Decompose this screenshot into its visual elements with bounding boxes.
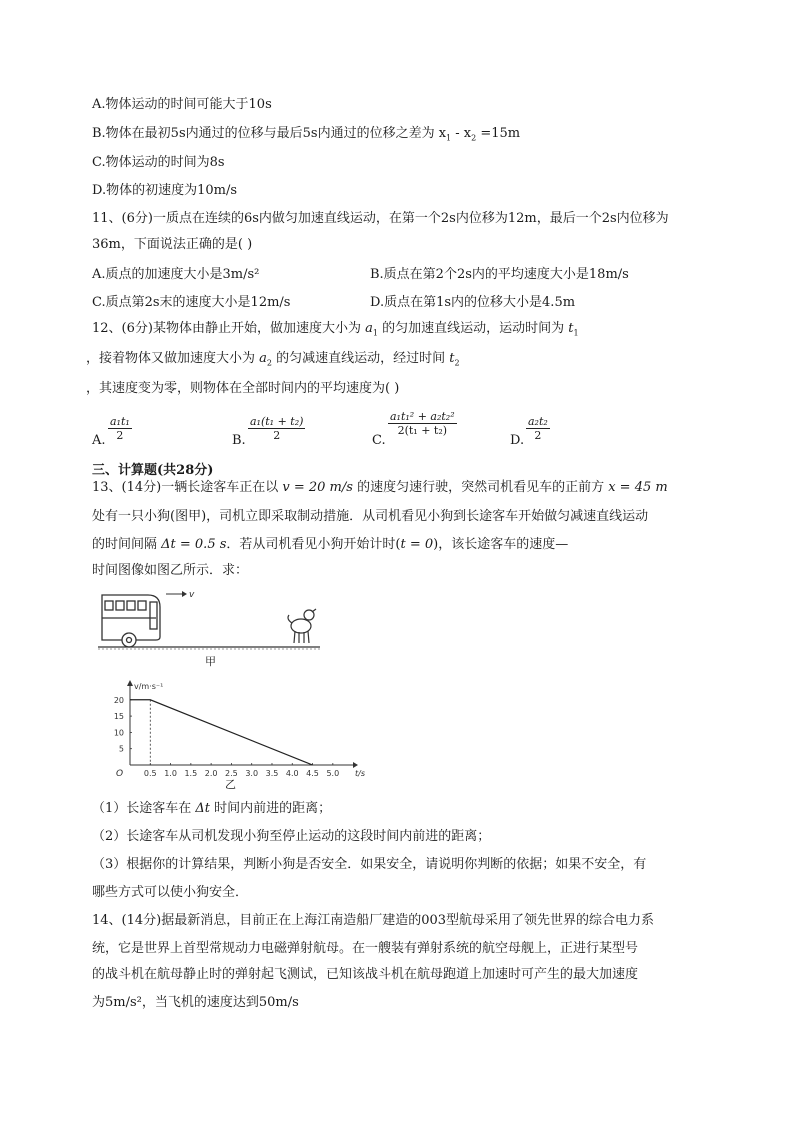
- q12-option-d-label: D.: [510, 433, 525, 448]
- q10-option-c: C.物体运动的时间为8s: [92, 155, 225, 170]
- q13-subquestion-1: （1）长途客车在 Δt 时间内前进的距离；: [92, 801, 332, 816]
- x-tick-label: 2.0: [204, 769, 218, 778]
- vt-chart: [96, 678, 365, 788]
- q14-stem-line1: 14、(14分)据最新消息，目前正在上海江南造船厂建造的003型航母采用了领先世界的综合电力系: [92, 913, 655, 928]
- q11-option-c: C.质点第2s末的速度大小是12m/s: [92, 295, 291, 310]
- y-tick-label: 5: [118, 744, 124, 754]
- q13-subquestion-2: （2）长途客车从司机发现小狗至停止运动的这段时间内前进的距离；: [92, 829, 491, 844]
- bus-illustration: [102, 595, 160, 647]
- q11-stem-line1: 11、(6分)一质点在连续的6s内做匀加速直线运动，在第一个2s内位移为12m，最后一个2s内位移为: [92, 211, 669, 226]
- q13-stem-line1: 13、(14分)一辆长途客车正在以 v = 20 m/s 的速度匀速行驶，突然司机看见车的正前方 x = 45 m: [92, 480, 668, 495]
- y-axis-arrow: [127, 680, 133, 686]
- q14-stem-line3: 的战斗机在航母静止时的弹射起飞测试，已知该战斗机在航母跑道上加速时可产生的最大加速度: [92, 967, 639, 982]
- q12-option-b-fraction: $\frac{\text{a₁(t₁ + t₂)}}{2}$: [250, 415, 304, 442]
- q12-option-d-fraction: $\frac{\text{a₂t₂}}{2}$: [528, 415, 548, 442]
- q13-stem-line4: 时间图像如图乙所示．求：: [92, 563, 249, 578]
- q12-option-c-label: C.: [372, 433, 386, 448]
- x-axis-label: t/s: [355, 769, 365, 778]
- y-tick-label: 15: [113, 712, 124, 722]
- q12-stem-line3: ，其速度变为零，则物体在全部时间内的平均速度为( ): [86, 381, 400, 396]
- x-tick-label: 3.0: [245, 769, 259, 778]
- x-tick-label: 1.5: [184, 769, 198, 778]
- section-heading: 三、计算题(共28分): [92, 463, 214, 478]
- q12-option-c-fraction: $\frac{\text{a₁t₁² + a₂t₂²}}{\text{2(t₁ + t₂)}}$: [390, 410, 455, 437]
- x-tick-label: 0.5: [143, 769, 157, 778]
- x-tick-label: 2.5: [225, 769, 238, 778]
- q12-stem-line2: ，接着物体又做加速度大小为 $a_2$ 的匀减速直线运动，经过时间 $t_2$: [86, 351, 460, 368]
- velocity-label: v: [189, 590, 195, 600]
- y-tick-label: 20: [113, 695, 124, 705]
- y-tick-label: 10: [113, 728, 124, 738]
- x-tick-label: 3.5: [265, 769, 279, 778]
- dog-illustration: [288, 609, 316, 643]
- q10-option-b: B.物体在最初5s内通过的位移与最后5s内通过的位移之差为 $x_1 - x_2 =15m$: [92, 126, 521, 143]
- q13-stem-line3: 的时间间隔 Δt = 0.5 s．若从司机看见小狗开始计时(t = 0)，该长途客车的速度—: [92, 537, 569, 552]
- q13-subquestion-3-line2: 哪些方式可以使小狗安全．: [92, 885, 249, 900]
- q14-stem-line4: 为5m/s²，当飞机的速度达到50m/s: [92, 995, 299, 1010]
- q11-option-b: B.质点在第2个2s内的平均速度大小是18m/s: [370, 267, 629, 282]
- vt-series-line: [130, 700, 313, 765]
- x-axis-arrow: [353, 762, 358, 768]
- origin-label: O: [116, 769, 124, 779]
- q11-option-a: A.质点的加速度大小是3m/s²: [92, 267, 260, 282]
- q12-option-b-label: B.: [232, 433, 246, 448]
- ground-line: [98, 647, 320, 649]
- y-axis-label: v/m·s⁻¹: [134, 682, 164, 691]
- q12-stem-line1: 12、(6分)某物体由静止开始，做加速度大小为 $a_1$ 的匀加速直线运动，运动时间为 $t_1$: [92, 321, 579, 338]
- q13-stem-line2: 处有一只小狗(图甲)，司机立即采取制动措施．从司机看见小狗到长途客车开始做匀减速直线运动: [92, 509, 649, 524]
- q10-option-d: D.物体的初速度为10m/s: [92, 183, 238, 198]
- q11-stem-line2: 36m，下面说法正确的是( ): [92, 237, 253, 252]
- q14-stem-line2: 统，它是世界上首型常规动力电磁弹射航母。在一艘装有弹射系统的航空母舰上，正进行某型号: [92, 941, 639, 956]
- x-tick-label: 4.0: [285, 769, 299, 778]
- figure-jia-caption: 甲: [205, 655, 216, 668]
- velocity-arrow: [166, 590, 195, 600]
- x-tick-label: 4.5: [306, 769, 319, 778]
- q12-option-a-label: A.: [92, 433, 106, 448]
- q11-option-d: D.质点在第1s内的位移大小是4.5m: [370, 295, 576, 310]
- figure-yi-caption: 乙: [225, 778, 236, 791]
- q12-option-a-fraction: $\frac{\text{a₁t₁}}{2}$: [110, 415, 130, 442]
- x-tick-label: 5.0: [326, 769, 340, 778]
- x-tick-label: 1.0: [164, 769, 177, 778]
- q10-option-a: A.物体运动的时间可能大于10s: [92, 97, 272, 112]
- q13-subquestion-3-line1: （3）根据你的计算结果，判断小狗是否安全．如果安全，请说明你判断的依据；如果不安全，有: [92, 857, 647, 872]
